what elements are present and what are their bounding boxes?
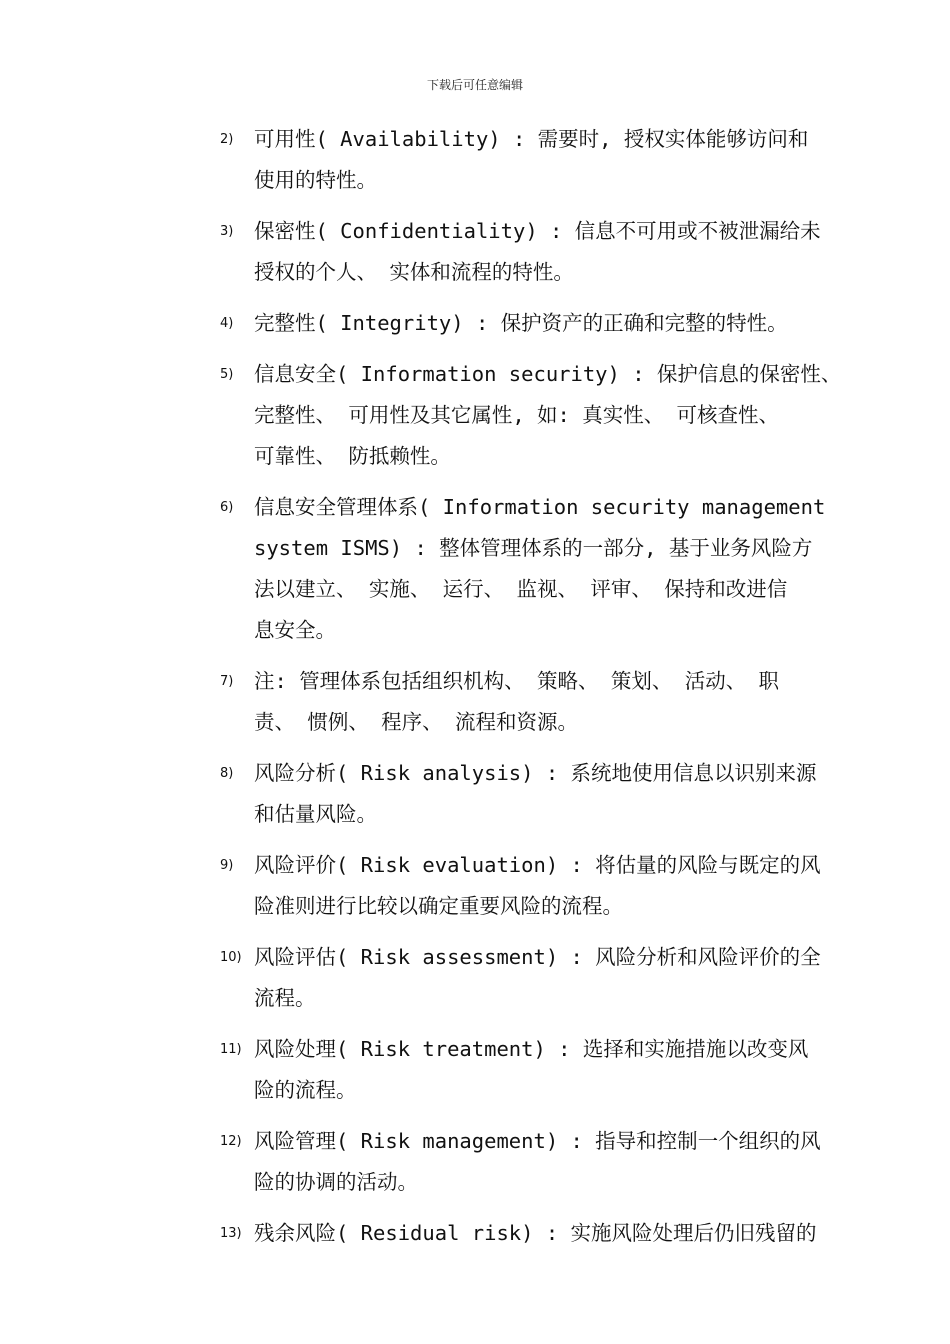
list-item [0,937,854,1019]
item-number: 6) [220,500,234,515]
item-text-line: 责、 惯例、 程序、 流程和资源。 [254,710,579,734]
item-text-line: 险的协调的活动。 [254,1170,418,1194]
item-text-line: 完整性、 可用性及其它属性, 如: 真实性、 可核查性、 [254,403,780,427]
item-text-line: system ISMS) : 整体管理体系的一部分, 基于业务风险方 [254,536,813,560]
list-item [0,119,854,201]
item-text-line: 授权的个人、 实体和流程的特性。 [254,260,574,284]
list-item [0,303,854,344]
item-text-line: 风险处理( Risk treatment) : 选择和实施措施以改变风 [254,1037,809,1061]
item-number: 12) [220,1134,242,1149]
item-text-line: 可靠性、 防抵赖性。 [254,444,451,468]
item-number: 11) [220,1042,242,1057]
item-text-line: 完整性( Integrity) : 保护资产的正确和完整的特性。 [254,311,788,335]
item-text-line: 风险评估( Risk assessment) : 风险分析和风险评价的全 [254,945,821,969]
item-text-line: 险的流程。 [254,1078,357,1102]
list-item [0,354,854,477]
item-text-line: 使用的特性。 [254,168,377,192]
page-header: 下载后可任意编辑 [426,78,523,92]
item-text-line: 息安全。 [254,618,336,642]
list-item [0,1029,854,1111]
item-number: 9) [220,858,234,873]
list-item [0,845,854,927]
item-number: 5) [220,367,234,382]
item-text-line: 风险分析( Risk analysis) : 系统地使用信息以识别来源 [254,761,817,785]
item-number: 3) [220,224,234,239]
list-item [0,1121,854,1203]
list-item [0,661,854,743]
list-item [0,211,854,293]
item-text-line: 注: 管理体系包括组织机构、 策略、 策划、 活动、 职 [254,669,780,693]
item-text-line: 风险管理( Risk management) : 指导和控制一个组织的风 [254,1129,821,1153]
item-number: 10) [220,950,242,965]
item-number: 8) [220,766,234,781]
item-text-line: 法以建立、 实施、 运行、 监视、 评审、 保持和改进信 [254,577,788,601]
item-text-line: 风险评价( Risk evaluation) : 将估量的风险与既定的风 [254,853,821,877]
list-item [0,487,854,651]
item-number: 7) [220,674,234,689]
list-item [0,753,854,835]
item-text-line: 保密性( Confidentiality) : 信息不可用或不被泄漏给未 [254,219,821,243]
item-text-line: 信息安全管理体系( Information security management [254,495,826,519]
item-number: 13) [220,1226,242,1241]
definition-list [0,119,950,1264]
item-text-line: 可用性( Availability) : 需要时, 授权实体能够访问和 [254,127,809,151]
item-number: 4) [220,316,234,331]
item-text-line: 和估量风险。 [254,802,377,826]
item-text-line: 险准则进行比较以确定重要风险的流程。 [254,894,623,918]
item-text-line: 流程。 [254,986,316,1010]
list-item [0,1213,854,1254]
item-text-line: 残余风险( Residual risk) : 实施风险处理后仍旧残留的 [254,1221,817,1245]
item-number: 2) [220,132,234,147]
item-text-line: 信息安全( Information security) : 保护信息的保密性、 [254,362,842,386]
